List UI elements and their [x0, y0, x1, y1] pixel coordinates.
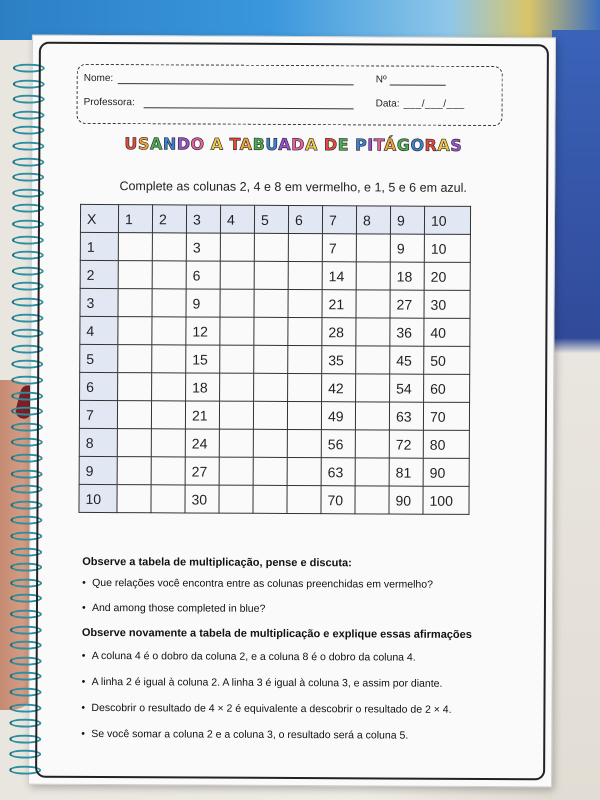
table-cell: 10: [424, 234, 470, 262]
background-object: [552, 30, 600, 800]
table-row: [80, 316, 470, 346]
table-cell[interactable]: [356, 346, 390, 374]
table-header-cell: 10: [424, 206, 470, 234]
table-cell[interactable]: [152, 317, 186, 345]
table-header-cell: 4: [220, 205, 254, 233]
table-cell[interactable]: [152, 233, 186, 261]
multiplication-table: [78, 204, 471, 515]
table-cell: 6: [186, 261, 220, 289]
table-cell[interactable]: [287, 485, 321, 513]
table-cell: 7: [322, 234, 356, 262]
table-row: [80, 232, 470, 262]
table-cell[interactable]: [117, 401, 151, 429]
section2-bullet: • Se você somar a coluna 2 e a coluna 3, o resultado será a coluna 5.: [91, 728, 408, 742]
table-row: [79, 456, 469, 486]
name-label: Nome:: [83, 72, 114, 85]
table-cell[interactable]: [151, 429, 185, 457]
table-cell[interactable]: [219, 485, 253, 513]
table-header-cell: 3: [186, 205, 220, 233]
table-cell: 30: [424, 290, 470, 318]
row-label-cell: 3: [80, 288, 118, 316]
table-cell: 70: [321, 486, 355, 514]
row-label-cell: 4: [80, 316, 118, 344]
table-cell[interactable]: [355, 486, 389, 514]
table-cell: 40: [424, 318, 470, 346]
table-cell[interactable]: [356, 262, 390, 290]
section2-bullet: • A linha 2 é igual à coluna 2. A linha 3 é igual à coluna 3, e assim por diante.: [92, 676, 443, 690]
title-letter: T: [229, 134, 240, 154]
table-cell[interactable]: [118, 261, 152, 289]
instruction-text: Complete as colunas 2, 4 e 8 em vermelho, e 1, 5 e 6 em azul.: [119, 179, 467, 195]
table-cell[interactable]: [254, 317, 288, 345]
row-label-cell: 9: [79, 456, 117, 484]
title-letter: B: [252, 134, 266, 154]
table-cell[interactable]: [118, 233, 152, 261]
table-cell: 24: [185, 429, 219, 457]
table-cell[interactable]: [288, 373, 322, 401]
table-cell: 3: [186, 233, 220, 261]
date-label: Data:: [375, 98, 400, 110]
table-cell: 45: [390, 346, 424, 374]
row-label-cell: 7: [79, 400, 117, 428]
table-cell[interactable]: [254, 261, 288, 289]
teacher-field[interactable]: [144, 97, 354, 109]
table-cell[interactable]: [253, 485, 287, 513]
title-letter: U: [265, 134, 279, 154]
title-letter: E: [337, 135, 350, 155]
table-cell: 9: [390, 234, 424, 262]
table-cell: 21: [322, 290, 356, 318]
title-letter: A: [278, 134, 292, 154]
title-letter: N: [162, 134, 177, 154]
section1-bullet: • And among those completed in blue?: [92, 602, 265, 615]
table-cell: 80: [423, 430, 469, 458]
table-cell[interactable]: [118, 345, 152, 373]
title-letter: G: [396, 135, 411, 155]
table-cell: 49: [321, 402, 355, 430]
section1-bullet: • Que relações você encontra entre as colunas preenchidas em vermelho?: [92, 577, 433, 591]
table-cell: 15: [186, 345, 220, 373]
number-label: Nº: [375, 74, 387, 86]
table-header-cell: X: [80, 204, 118, 232]
table-cell[interactable]: [287, 401, 321, 429]
name-field[interactable]: [118, 73, 354, 85]
table-header-cell: 1: [118, 205, 152, 233]
table-cell[interactable]: [254, 233, 288, 261]
table-row: [80, 260, 470, 290]
title-letter: A: [239, 134, 253, 154]
table-cell[interactable]: [253, 429, 287, 457]
table-cell: 90: [389, 486, 423, 514]
table-cell[interactable]: [356, 290, 390, 318]
table-cell: 63: [389, 402, 423, 430]
table-cell[interactable]: [288, 345, 322, 373]
table-cell[interactable]: [152, 289, 186, 317]
table-row: [80, 344, 470, 374]
table-row: [79, 428, 469, 458]
table-cell[interactable]: [288, 317, 322, 345]
table-cell: 50: [424, 346, 470, 374]
table-cell[interactable]: [117, 457, 151, 485]
title-letter: I: [367, 135, 374, 155]
table-cell[interactable]: [152, 261, 186, 289]
table-cell: 28: [322, 318, 356, 346]
table-cell[interactable]: [355, 430, 389, 458]
table-header-cell: 8: [356, 206, 390, 234]
row-label-cell: 8: [79, 428, 117, 456]
title-letter: S: [137, 134, 151, 154]
title-letter: P: [355, 135, 368, 155]
table-cell[interactable]: [288, 261, 322, 289]
table-cell[interactable]: [118, 289, 152, 317]
title-letter: R: [424, 135, 438, 155]
section1-heading: Observe a tabela de multiplicação, pense e discuta:: [82, 555, 352, 570]
table-cell[interactable]: [253, 457, 287, 485]
table-cell: 90: [423, 458, 469, 486]
table-cell: 54: [390, 374, 424, 402]
table-cell[interactable]: [117, 429, 151, 457]
table-row: [79, 484, 469, 514]
table-cell[interactable]: [355, 458, 389, 486]
table-cell: 27: [185, 457, 219, 485]
table-cell[interactable]: [355, 402, 389, 430]
student-info-box: [77, 64, 503, 126]
table-cell[interactable]: [118, 373, 152, 401]
table-cell: 14: [322, 262, 356, 290]
title-letter: T: [373, 135, 384, 155]
table-cell[interactable]: [220, 289, 254, 317]
title-letter: A: [304, 135, 318, 155]
title-letter: A: [210, 134, 224, 154]
table-cell[interactable]: [151, 457, 185, 485]
row-label-cell: 6: [80, 372, 118, 400]
teacher-label: Professora:: [83, 96, 135, 109]
table-cell: 27: [390, 290, 424, 318]
section2-bullet: • Descobrir o resultado de 4 × 2 é equivalente a descobrir o resultado de 2 × 4.: [91, 702, 451, 716]
table-cell[interactable]: [219, 457, 253, 485]
date-field[interactable]: ___/___/___: [403, 98, 465, 110]
table-cell[interactable]: [288, 233, 322, 261]
table-header-row: [80, 204, 470, 234]
table-cell[interactable]: [219, 401, 253, 429]
table-cell: 81: [389, 458, 423, 486]
table-cell: 9: [186, 289, 220, 317]
title-letter: A: [437, 135, 451, 155]
table-cell[interactable]: [254, 373, 288, 401]
worksheet-title: [32, 134, 554, 156]
number-field[interactable]: [390, 75, 446, 86]
table-cell: 60: [424, 374, 470, 402]
title-letter: D: [323, 135, 338, 155]
table-row: [80, 288, 470, 318]
title-letter: O: [190, 134, 205, 154]
table-cell[interactable]: [356, 374, 390, 402]
table-cell[interactable]: [118, 317, 152, 345]
table-cell: 72: [389, 430, 423, 458]
table-row: [80, 372, 470, 402]
table-cell[interactable]: [219, 429, 253, 457]
table-cell[interactable]: [253, 401, 287, 429]
row-label-cell: 2: [80, 260, 118, 288]
table-cell[interactable]: [117, 485, 151, 513]
table-cell[interactable]: [220, 345, 254, 373]
table-cell: 70: [423, 402, 469, 430]
table-cell[interactable]: [220, 261, 254, 289]
table-header-cell: 9: [390, 206, 424, 234]
row-label-cell: 10: [79, 484, 117, 512]
title-letter: S: [450, 135, 463, 155]
table-cell: 20: [424, 262, 470, 290]
table-cell: 18: [390, 262, 424, 290]
table-cell[interactable]: [356, 234, 390, 262]
table-cell[interactable]: [287, 429, 321, 457]
table-cell[interactable]: [254, 345, 288, 373]
title-letter: O: [410, 135, 425, 155]
title-letter: D: [176, 134, 191, 154]
table-header-cell: 2: [152, 205, 186, 233]
table-cell: 36: [390, 318, 424, 346]
row-label-cell: 1: [80, 232, 118, 260]
table-cell[interactable]: [220, 317, 254, 345]
table-header-cell: 5: [254, 205, 288, 233]
table-cell: 63: [321, 458, 355, 486]
table-cell: 35: [322, 346, 356, 374]
worksheet-page: [28, 35, 556, 788]
title-letter: D: [291, 134, 306, 155]
table-header-cell: 7: [322, 206, 356, 234]
table-cell[interactable]: [151, 485, 185, 513]
title-letter: Á: [383, 135, 397, 155]
table-cell[interactable]: [356, 318, 390, 346]
table-cell: 42: [322, 374, 356, 402]
row-label-cell: 5: [80, 344, 118, 372]
table-cell: 56: [321, 430, 355, 458]
table-cell: 30: [185, 485, 219, 513]
table-cell: 21: [185, 401, 219, 429]
table-row: [79, 400, 469, 430]
section2-heading: Observe novamente a tabela de multiplicação e explique essas afirmações: [81, 626, 472, 641]
table-cell: 18: [186, 373, 220, 401]
title-letter: A: [149, 134, 163, 154]
table-cell[interactable]: [152, 345, 186, 373]
table-cell[interactable]: [287, 457, 321, 485]
table-cell[interactable]: [254, 289, 288, 317]
section2-bullet: • A coluna 4 é o dobro da coluna 2, e a coluna 8 é o dobro da coluna 4.: [92, 650, 416, 664]
table-cell[interactable]: [152, 373, 186, 401]
table-cell: 100: [423, 486, 469, 514]
table-cell[interactable]: [151, 401, 185, 429]
table-cell: 12: [186, 317, 220, 345]
table-cell[interactable]: [220, 233, 254, 261]
table-cell[interactable]: [220, 373, 254, 401]
table-cell[interactable]: [288, 289, 322, 317]
table-header-cell: 6: [288, 205, 322, 233]
title-letter: U: [124, 134, 138, 154]
